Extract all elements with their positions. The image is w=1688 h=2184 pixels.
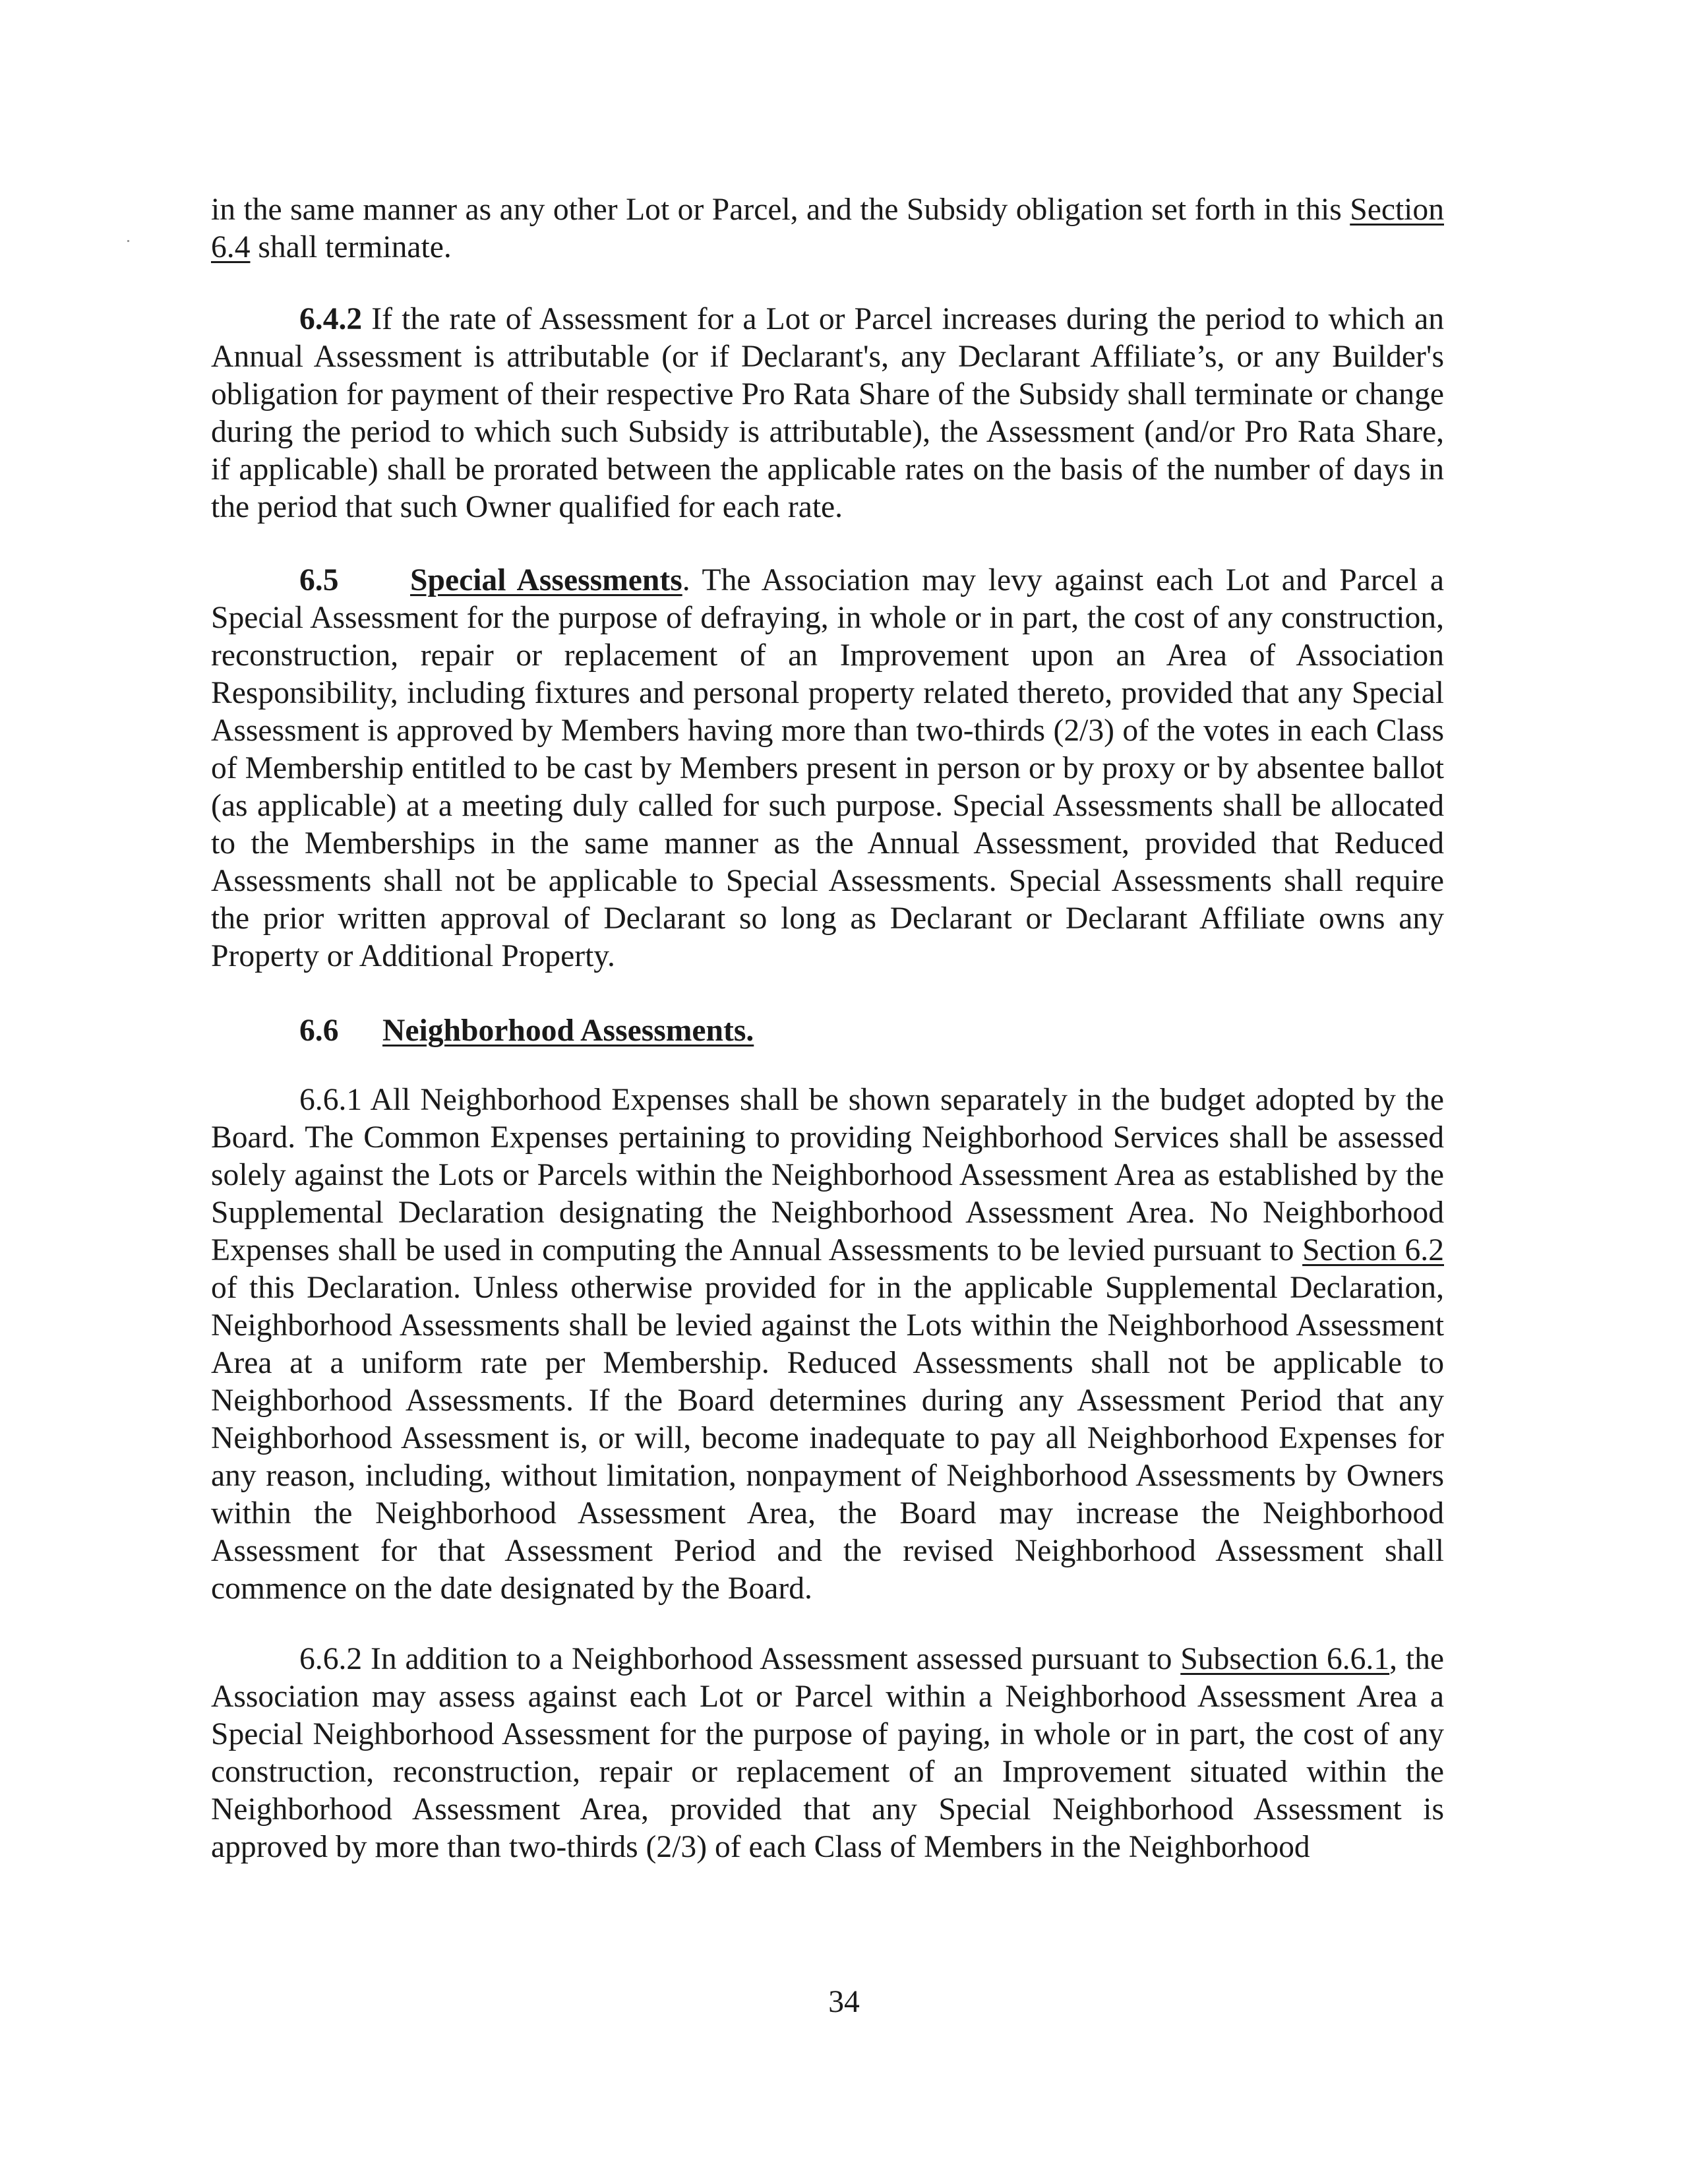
paragraph-6-5: [211, 562, 1444, 975]
section-reference: Section 6.2: [1302, 1233, 1444, 1267]
paragraph-6-6-1: [211, 1081, 1444, 1608]
paragraph-text: of this Declaration. Unless otherwise provided for in the applicable Supplemental Declaration, Neighborhood Assessments shall be levied against the Lots within the Neighborhood Assessment Area at a uniform rate per Membership. Reduced Assessments shall not be applicable to Neighborhood Assessments. If the Board determines during any Assessment Period that any Neighborhood Assessment is, or will, become inadequate to pay all Neighborhood Expenses for any reason, including, without limitation, nonpayment of Neighborhood Assessments by Owners within the Neighborhood Assessment Area, the Board may increase the Neighborhood Assessment for that Assessment Period and the revised Neighborhood Assessment shall commence on the date designated by the Board.: [211, 1271, 1444, 1606]
section-reference: Section 6.4: [211, 193, 1444, 264]
section-number: 6.5: [299, 563, 339, 597]
paragraph-6-6-2: [211, 1641, 1444, 1866]
section-heading-6-6: [299, 1012, 1444, 1050]
section-title: Neighborhood Assessments.: [382, 1014, 754, 1048]
paragraph-text: in the same manner as any other Lot or Parcel, and the Subsidy obligation set forth in this: [211, 193, 1350, 227]
paragraph-text: If the rate of Assessment for a Lot or Parcel increases during the period to which an Annual Assessment is attributable (or if Declarant's, any Declarant Affiliate’s, or any Builder's obligation for payment of their respective Pro Rata Share of the Subsidy shall terminate or change during the period to which such Subsidy is attributable), the Assessment (and/or Pro Rata Share, if applicable) shall be prorated between the applicable rates on the basis of the number of days in the period that such Owner qualified for each rate.: [211, 302, 1444, 524]
section-number: 6.6: [299, 1014, 339, 1048]
section-reference: Subsection 6.6.1: [1180, 1642, 1390, 1676]
paragraph-text: 6.6.1 All Neighborhood Expenses shall be shown separately in the budget adopted by the Board. The Common Expenses pertaining to providing Neighborhood Services shall be assessed solely against the Lots or Parcels within the Neighborhood Assessment Area as established by the Supplemental Declaration designating the Neighborhood Assessment Area. No Neighborhood Expenses shall be used in computing the Annual Assessments to be levied pursuant to: [211, 1083, 1444, 1267]
section-number: 6.4.2: [299, 302, 363, 336]
paragraph-text: , the Association may assess against each Lot or Parcel within a Neighborhood Assessment Area a Special Neighborhood Assessment for the purpose of paying, in whole or in part, the cost of any construction, reconstruction, repair or replacement of an Improvement situated within the Neighborhood Assessment Area, provided that any Special Neighborhood Assessment is approved by more than two-thirds (2/3) of each Class of Members in the Neighborhood: [211, 1642, 1444, 1864]
paragraph-6-4-2: [211, 301, 1444, 526]
margin-speck: [127, 240, 129, 242]
paragraph-text: shall terminate.: [250, 230, 452, 264]
paragraph-text: 6.6.2 In addition to a Neighborhood Assessment assessed pursuant to: [299, 1642, 1181, 1676]
document-body: [211, 191, 1444, 1866]
section-title: Special Assessments: [410, 563, 682, 597]
page-number: 34: [828, 1985, 860, 2019]
paragraph-text: . The Association may levy against each Lot and Parcel a Special Assessment for the purpose of defraying, in whole or in part, the cost of any construction, reconstruction, repair or replacement of an Improvement upon an Area of Association Responsibility, including fixtures and personal property related thereto, provided that any Special Assessment is approved by Members having more than two-thirds (2/3) of the votes in each Class of Membership entitled to be cast by Members present in person or by proxy or by absentee ballot (as applicable) at a meeting duly called for such purpose. Special Assessments shall be allocated to the Memberships in the same manner as the Annual Assessment, provided that Reduced Assessments shall not be applicable to Special Assessments. Special Assessments shall require the prior written approval of Declarant so long as Declarant or Declarant Affiliate owns any Property or Additional Property.: [211, 563, 1444, 973]
paragraph-continuation: [211, 191, 1444, 266]
